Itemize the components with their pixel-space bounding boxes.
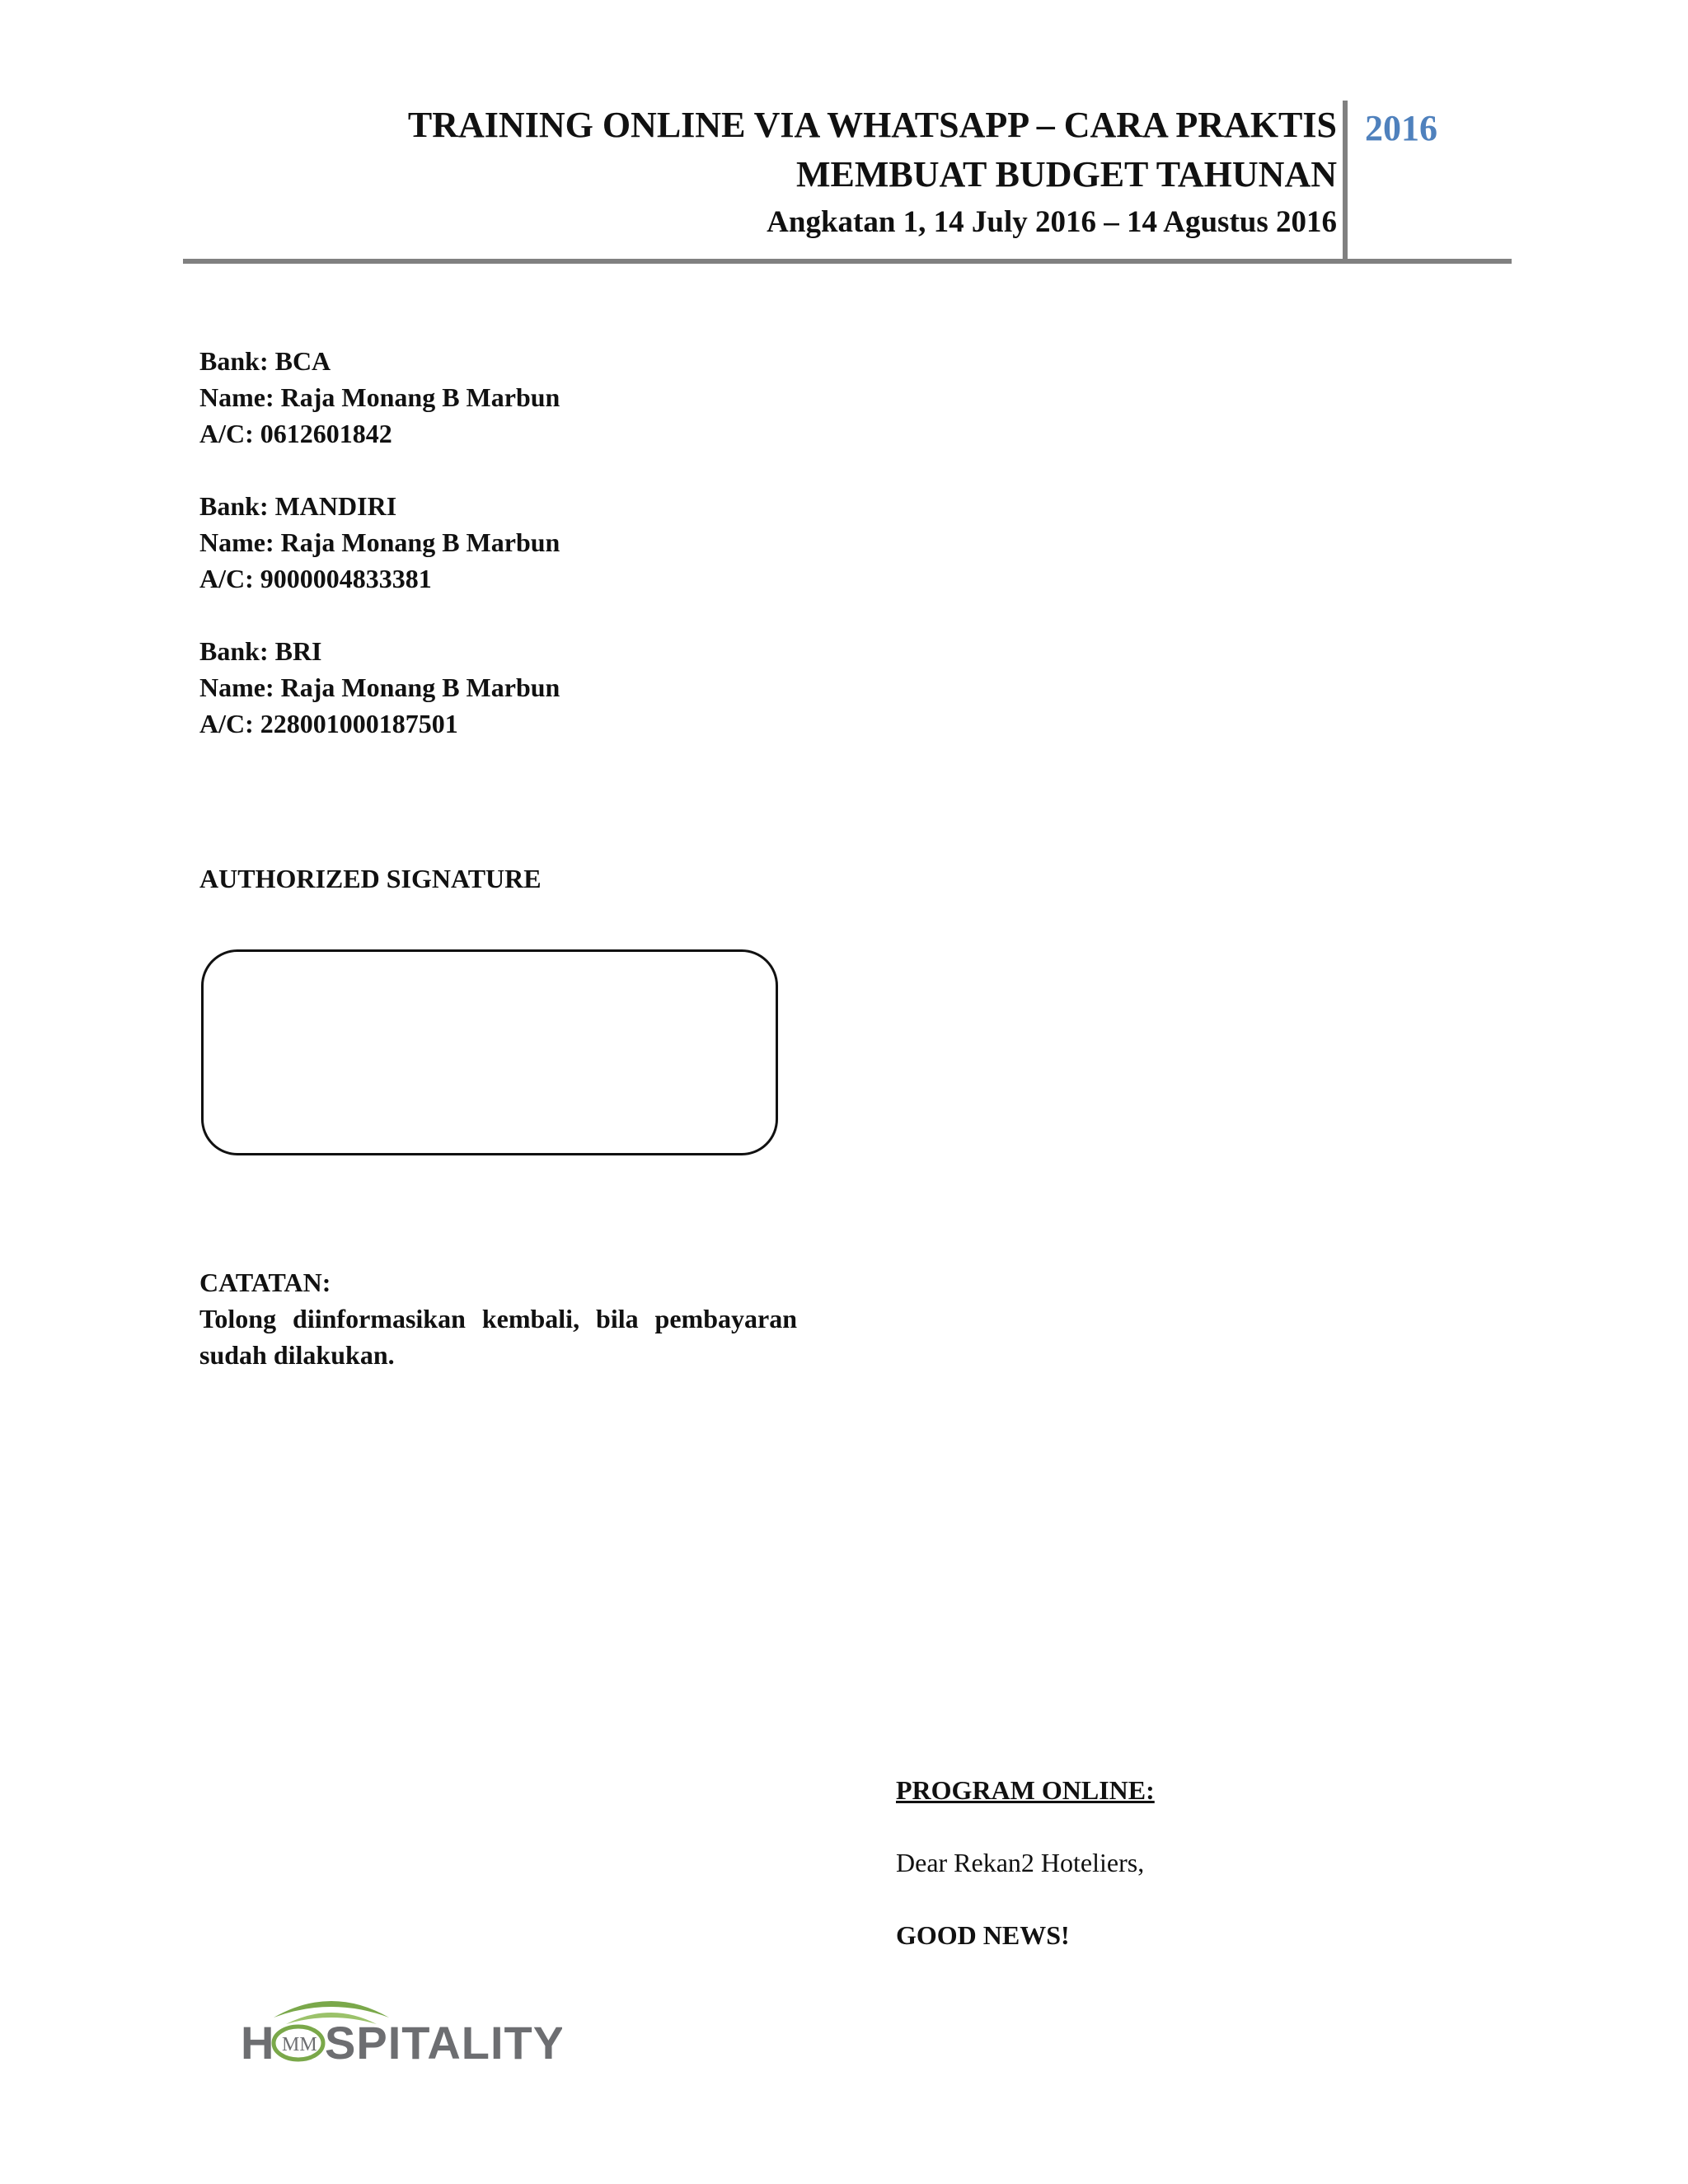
- logo-initials: MM: [282, 2034, 317, 2055]
- header-horizontal-rule: [183, 259, 1512, 264]
- program-news: GOOD NEWS!: [896, 1920, 1070, 1950]
- header-vertical-rule: [1343, 101, 1348, 262]
- title-line-1: TRAINING ONLINE VIA WHATSAPP – CARA PRAKTIS: [407, 105, 1337, 145]
- note-body: Tolong diinformasikan kembali, bila pembayaran sudah dilakukan.: [199, 1304, 797, 1370]
- bank-name: Bank: BCA: [199, 346, 331, 376]
- bank-block-bca: [199, 343, 859, 452]
- logo-wordmark-rest: SPITALITY: [325, 2017, 562, 2067]
- signature-label: AUTHORIZED SIGNATURE: [199, 864, 542, 893]
- logo-wordmark: H: [241, 2017, 275, 2067]
- program-section: [896, 1772, 1473, 1953]
- title-line-2: MEMBUAT BUDGET TAHUNAN: [795, 154, 1337, 194]
- bank-name: Bank: BRI: [199, 636, 322, 666]
- document-title: [408, 101, 1337, 246]
- title-subtitle: Angkatan 1, 14 July 2016 – 14 Agustus 2016: [767, 205, 1337, 239]
- note-title: CATATAN:: [199, 1268, 331, 1297]
- program-greeting: Dear Rekan2 Hoteliers,: [896, 1848, 1145, 1877]
- bank-details: [199, 343, 859, 778]
- account-holder: Name: Raja Monang B Marbun: [199, 527, 560, 557]
- account-holder: Name: Raja Monang B Marbun: [199, 673, 560, 702]
- header-year: 2016: [1365, 108, 1437, 148]
- bank-block-mandiri: [199, 488, 859, 597]
- bank-name: Bank: MANDIRI: [199, 491, 397, 521]
- account-holder: Name: Raja Monang B Marbun: [199, 382, 560, 412]
- note-section: [199, 1264, 797, 1373]
- program-title: PROGRAM ONLINE:: [896, 1775, 1155, 1805]
- page-header: [183, 101, 1512, 265]
- bank-block-bri: [199, 633, 859, 742]
- signature-box: [201, 949, 778, 1155]
- account-number: A/C: 9000004833381: [199, 564, 432, 593]
- account-number: A/C: 228001000187501: [199, 709, 458, 738]
- logo-graphic: [241, 1976, 562, 2067]
- account-number: A/C: 0612601842: [199, 419, 392, 448]
- hospitality-logo: [241, 1976, 562, 2067]
